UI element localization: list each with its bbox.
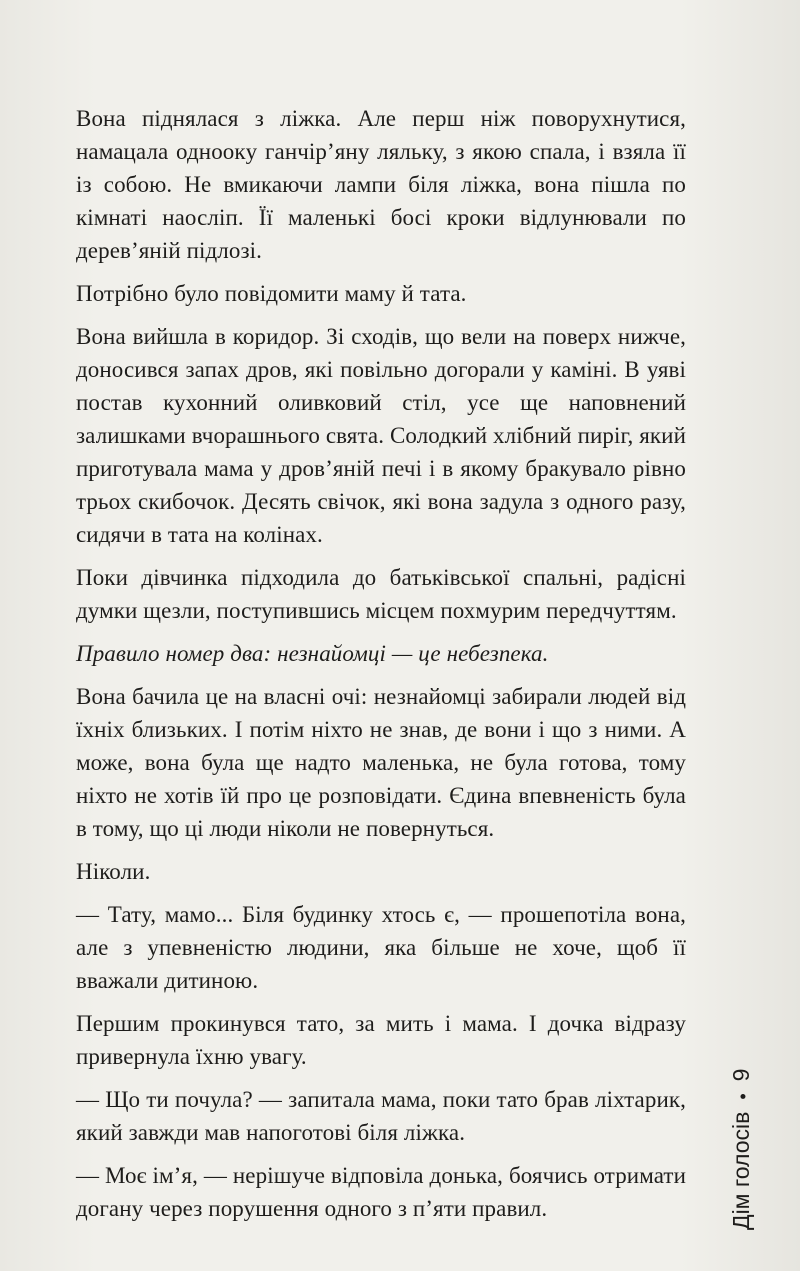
body-text: [76, 102, 686, 1235]
paragraph-3: Вона вийшла в коридор. Зі сходів, що вели на поверх нижче, доносився запах дров, які повільно догорали у каміні. В уяві постав кухонний оливковий стіл, усе ще наповнений залишками вчорашнього свята. Солодкий хлібний пиріг, який приготувала мама у дров’яній печі і в якому бракувало рівно трьох скибочок. Десять свічок, які вона задула з одного разу, сидячи в тата на колінах.: [76, 324, 686, 547]
book-title: Дім голосів: [728, 1111, 754, 1230]
paragraph-4: Поки дівчинка підходила до батьківської спальні, радісні думки щезли, поступившись місцем похмурим передчуттям.: [76, 565, 686, 623]
paragraph-8: — Тату, мамо... Біля будинку хтось є, — прошепотіла вона, але з упевненістю людини, яка більше не хоче, щоб її вважали дитиною.: [76, 902, 686, 993]
bullet-separator: •: [733, 1093, 753, 1100]
paragraph-2: Потрібно було повідомити маму й тата.: [76, 281, 467, 306]
paragraph-9: Першим прокинувся тато, за мить і мама. І дочка відразу привернула їхню увагу.: [76, 1011, 686, 1069]
paragraph-6: Вона бачила це на власні очі: незнайомці забирали людей від їхніх близьких. І потім ніхто не знав, де вони і що з ними. А може, вона була ще надто маленька, не була готова, тому ніхто не хотів їй про це розповідати. Єдина впевненість була в тому, що ці люди ніколи не повернуться.: [76, 684, 686, 841]
paragraph-1: Вона піднялася з ліжка. Але перш ніж поворухнутися, намацала одноокy ганчір’яну ляльку, з якою спала, і взяла її із собою. Не вмикаючи лампи біля ліжка, вона пішла по кімнаті наосліп. Її маленькі босі кроки відлунювали по дерев’яній підлозі.: [76, 106, 686, 263]
page-number: 9: [728, 1068, 754, 1082]
running-head-rotated: [728, 1069, 756, 1230]
running-head: [720, 1020, 760, 1230]
paragraph-7: Ніколи.: [76, 859, 151, 884]
paragraph-10: — Що ти почула? — запитала мама, поки тато брав ліхтарик, який завжди мав напоготові біля ліжка.: [76, 1087, 686, 1145]
paragraph-rule-two: Правило номер два: незнайомці — це небезпека.: [76, 641, 549, 666]
paragraph-11: — Моє ім’я, — нерішуче відповіла донька, боячись отримати догану через порушення одного з п’яти правил.: [76, 1163, 686, 1221]
